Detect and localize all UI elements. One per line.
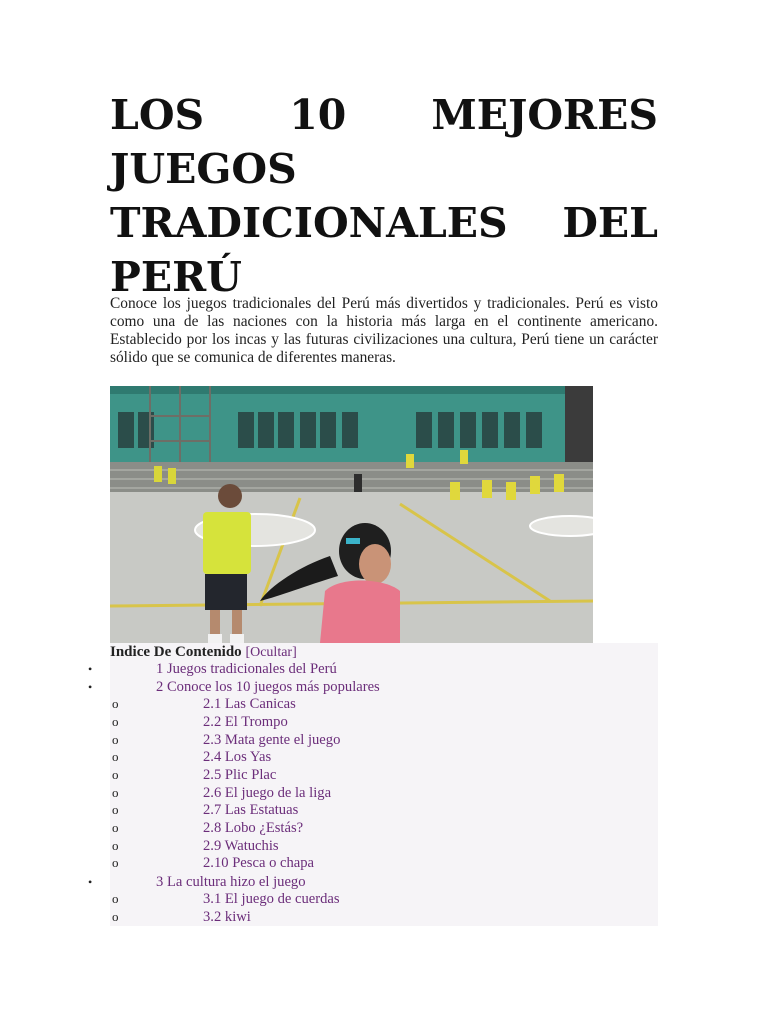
- title-word: TRADICIONALES: [110, 199, 508, 247]
- toc-item: [0, 678, 658, 696]
- toc-bullet: o: [112, 855, 119, 870]
- toc-link[interactable]: 2.2 El Trompo: [203, 714, 288, 730]
- toc-bullet: •: [88, 680, 93, 694]
- toc-item: [0, 801, 658, 819]
- toc-link[interactable]: 2.6 El juego de la liga: [203, 785, 332, 801]
- toc-bullet: o: [112, 785, 119, 800]
- toc-item: [0, 819, 658, 837]
- title-line-1: [110, 88, 658, 142]
- toc-item: [0, 713, 658, 731]
- toc-bullet: •: [88, 662, 93, 676]
- toc-header: [110, 643, 297, 661]
- toc-bullet: o: [112, 714, 119, 729]
- toc-item: [0, 837, 658, 855]
- toc-link[interactable]: 2.7 Las Estatuas: [203, 802, 299, 818]
- title-word: LOS: [110, 91, 205, 139]
- toc-link[interactable]: 2 Conoce los 10 juegos más populares: [156, 679, 380, 695]
- title-word: DEL: [562, 199, 658, 247]
- toc-link[interactable]: 2.8 Lobo ¿Estás?: [203, 820, 304, 836]
- toc-bullet: o: [112, 802, 119, 817]
- toc-item: [0, 873, 658, 891]
- toc-item: [0, 908, 658, 926]
- title-word: JUEGOS: [110, 145, 297, 193]
- toc-item: [0, 731, 658, 749]
- toc-hide-toggle[interactable]: [Ocultar]: [245, 645, 297, 660]
- table-of-contents: [88, 643, 658, 926]
- title-word: 10: [289, 91, 347, 139]
- toc-item: [0, 748, 658, 766]
- toc-heading: Indice De Contenido: [110, 644, 242, 660]
- toc-link[interactable]: 3 La cultura hizo el juego: [156, 874, 306, 890]
- toc-bullet: o: [112, 696, 119, 711]
- toc-item: [0, 784, 658, 802]
- toc-bullet: o: [112, 767, 119, 782]
- toc-link[interactable]: 3.1 El juego de cuerdas: [203, 891, 340, 907]
- intro-paragraph: Conoce los juegos tradicionales del Perú más divertidos y tradicionales. Perú es visto como una de las naciones con la historia más larga en el continente americano. Establecido por los incas y las futuras civilizaciones una cultura, Perú tiene un carácter sólido que se comunica de diferentes maneras.: [110, 295, 658, 366]
- toc-link[interactable]: 1 Juegos tradicionales del Perú: [156, 661, 337, 677]
- toc-item: [0, 660, 658, 678]
- toc-bullet: o: [112, 909, 119, 924]
- toc-bullet: o: [112, 838, 119, 853]
- article-title: [110, 88, 658, 304]
- toc-item: [0, 854, 658, 872]
- toc-bullet: o: [112, 891, 119, 906]
- toc-item: [0, 695, 658, 713]
- toc-bullet: •: [88, 875, 93, 889]
- title-line-3: [110, 196, 658, 250]
- toc-link[interactable]: 2.9 Watuchis: [203, 838, 279, 854]
- toc-item: [0, 890, 658, 908]
- toc-bullet: o: [112, 820, 119, 835]
- title-line-2: [110, 142, 658, 196]
- toc-bullet: o: [112, 749, 119, 764]
- toc-link[interactable]: 2.1 Las Canicas: [203, 696, 296, 712]
- toc-link[interactable]: 2.10 Pesca o chapa: [203, 855, 315, 871]
- toc-link[interactable]: 2.3 Mata gente el juego: [203, 732, 341, 748]
- toc-item: [0, 766, 658, 784]
- toc-link[interactable]: 2.4 Los Yas: [203, 749, 272, 765]
- title-word: PERÚ: [110, 253, 242, 301]
- toc-bullet: o: [112, 732, 119, 747]
- children-playing-photo: [110, 386, 593, 643]
- toc-link[interactable]: 2.5 Plic Plac: [203, 767, 277, 783]
- toc-link[interactable]: 3.2 kiwi: [203, 909, 251, 925]
- title-word: MEJORES: [431, 91, 658, 139]
